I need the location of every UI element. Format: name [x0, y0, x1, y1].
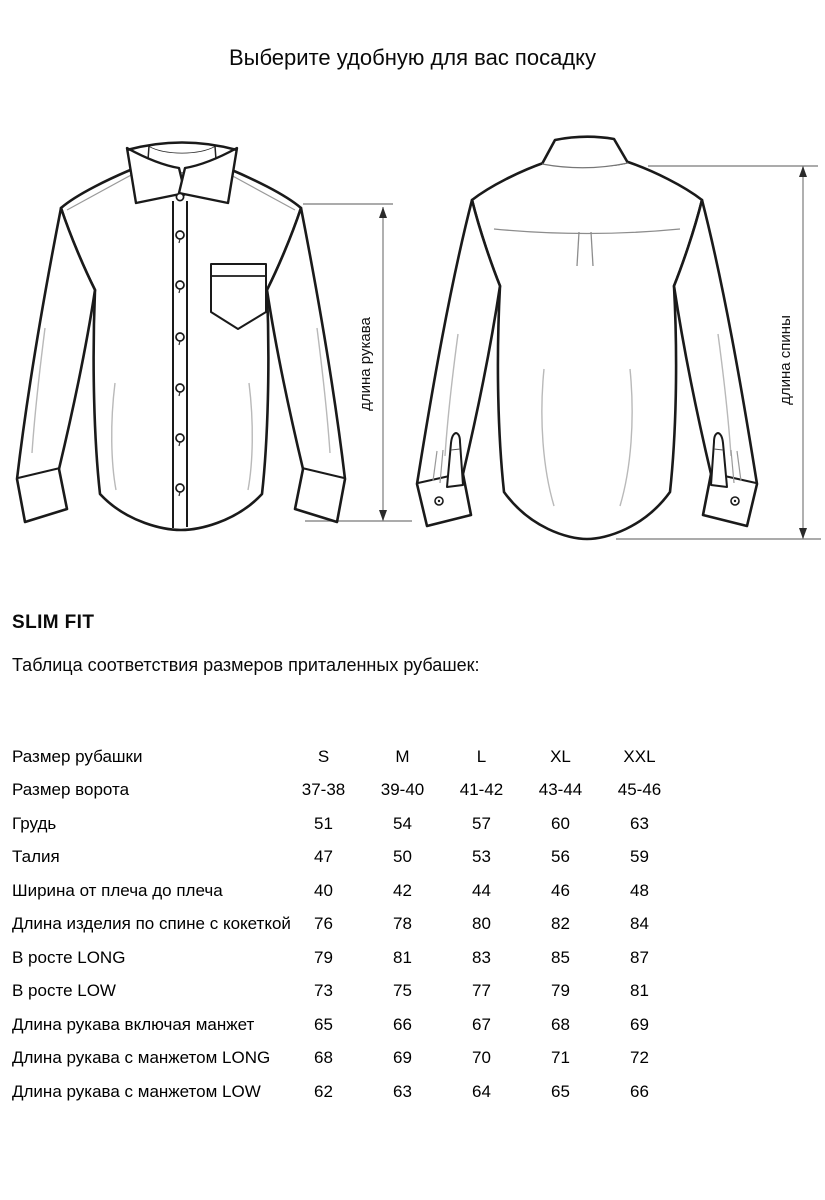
row-value: 79 [551, 981, 570, 1001]
table-row [12, 774, 680, 808]
row-label: Длина рукава с манжетом LONG [12, 1048, 271, 1068]
table-row [12, 874, 680, 908]
row-value: 40 [314, 880, 333, 900]
row-value: 60 [551, 813, 570, 833]
row-label: Грудь [12, 813, 57, 833]
table-row [12, 1042, 680, 1076]
table-row [12, 1075, 680, 1109]
row-label: В росте LONG [12, 947, 126, 967]
back-shirt-illustration [406, 134, 770, 546]
sleeve-length-label: длина рукава [357, 317, 374, 411]
row-label: Длина рукава включая манжет [12, 1014, 255, 1034]
row-label: Ширина от плеча до плеча [12, 880, 223, 900]
row-value: 57 [472, 813, 491, 833]
table-row [12, 1008, 680, 1042]
row-value: S [317, 746, 330, 766]
row-value: 79 [314, 947, 333, 967]
row-value: 80 [472, 914, 491, 934]
row-value: 48 [630, 880, 649, 900]
row-value: 43-44 [538, 780, 583, 800]
row-value: XL [550, 746, 571, 766]
row-value: 64 [472, 1081, 491, 1101]
table-row [12, 941, 680, 975]
row-value: 62 [314, 1081, 333, 1101]
row-value: 76 [314, 914, 333, 934]
row-value: 70 [472, 1048, 491, 1068]
row-value: L [476, 746, 487, 766]
table-row [12, 841, 680, 875]
row-value: 47 [314, 847, 333, 867]
fit-heading: SLIM FIT [12, 612, 95, 633]
row-label: В росте LOW [12, 981, 116, 1001]
row-value: 66 [630, 1081, 649, 1101]
row-label: Талия [12, 847, 60, 867]
row-value: 85 [551, 947, 570, 967]
row-value: 73 [314, 981, 333, 1001]
row-label: Длина изделия по спине с кокеткой [12, 914, 291, 934]
row-value: 68 [314, 1048, 333, 1068]
row-value: 37-38 [301, 780, 346, 800]
row-value: 59 [630, 847, 649, 867]
row-value: 87 [630, 947, 649, 967]
row-value: 71 [551, 1048, 570, 1068]
row-value: 78 [393, 914, 412, 934]
row-value: 66 [393, 1014, 412, 1034]
row-value: 44 [472, 880, 491, 900]
row-label: Длина рукава с манжетом LOW [12, 1081, 261, 1101]
row-value: 45-46 [617, 780, 662, 800]
table-caption: Таблица соответствия размеров приталенных рубашек: [12, 655, 480, 675]
row-value: 39-40 [380, 780, 425, 800]
row-value: 41-42 [459, 780, 504, 800]
row-value: 56 [551, 847, 570, 867]
row-value: XXL [623, 746, 656, 766]
row-value: 63 [393, 1081, 412, 1101]
back-collar [542, 137, 628, 168]
row-value: 82 [551, 914, 570, 934]
row-value: 68 [551, 1014, 570, 1034]
row-value: 69 [630, 1014, 649, 1034]
row-value: 69 [393, 1048, 412, 1068]
row-value: 53 [472, 847, 491, 867]
row-value: 83 [472, 947, 491, 967]
row-label: Размер рубашки [12, 746, 143, 766]
row-value: 67 [472, 1014, 491, 1034]
row-value: 81 [393, 947, 412, 967]
row-value: 51 [314, 813, 333, 833]
row-value: 77 [472, 981, 491, 1001]
row-label: Размер ворота [12, 780, 130, 800]
back-length-label: длина спины [777, 315, 794, 405]
table-row [12, 807, 680, 841]
table-row [12, 740, 680, 774]
row-value: M [395, 746, 410, 766]
row-value: 46 [551, 880, 570, 900]
table-row [12, 975, 680, 1009]
row-value: 42 [393, 880, 412, 900]
row-value: 81 [630, 981, 649, 1001]
front-shirt-illustration [15, 138, 347, 540]
row-value: 50 [393, 847, 412, 867]
row-value: 54 [393, 813, 412, 833]
row-value: 75 [393, 981, 412, 1001]
row-value: 65 [551, 1081, 570, 1101]
table-row [12, 908, 680, 942]
row-value: 84 [630, 914, 649, 934]
size-table [12, 740, 680, 1109]
row-value: 65 [314, 1014, 333, 1034]
page-title: Выберите удобную для вас посадку [228, 45, 597, 70]
row-value: 63 [630, 813, 649, 833]
row-value: 72 [630, 1048, 649, 1068]
